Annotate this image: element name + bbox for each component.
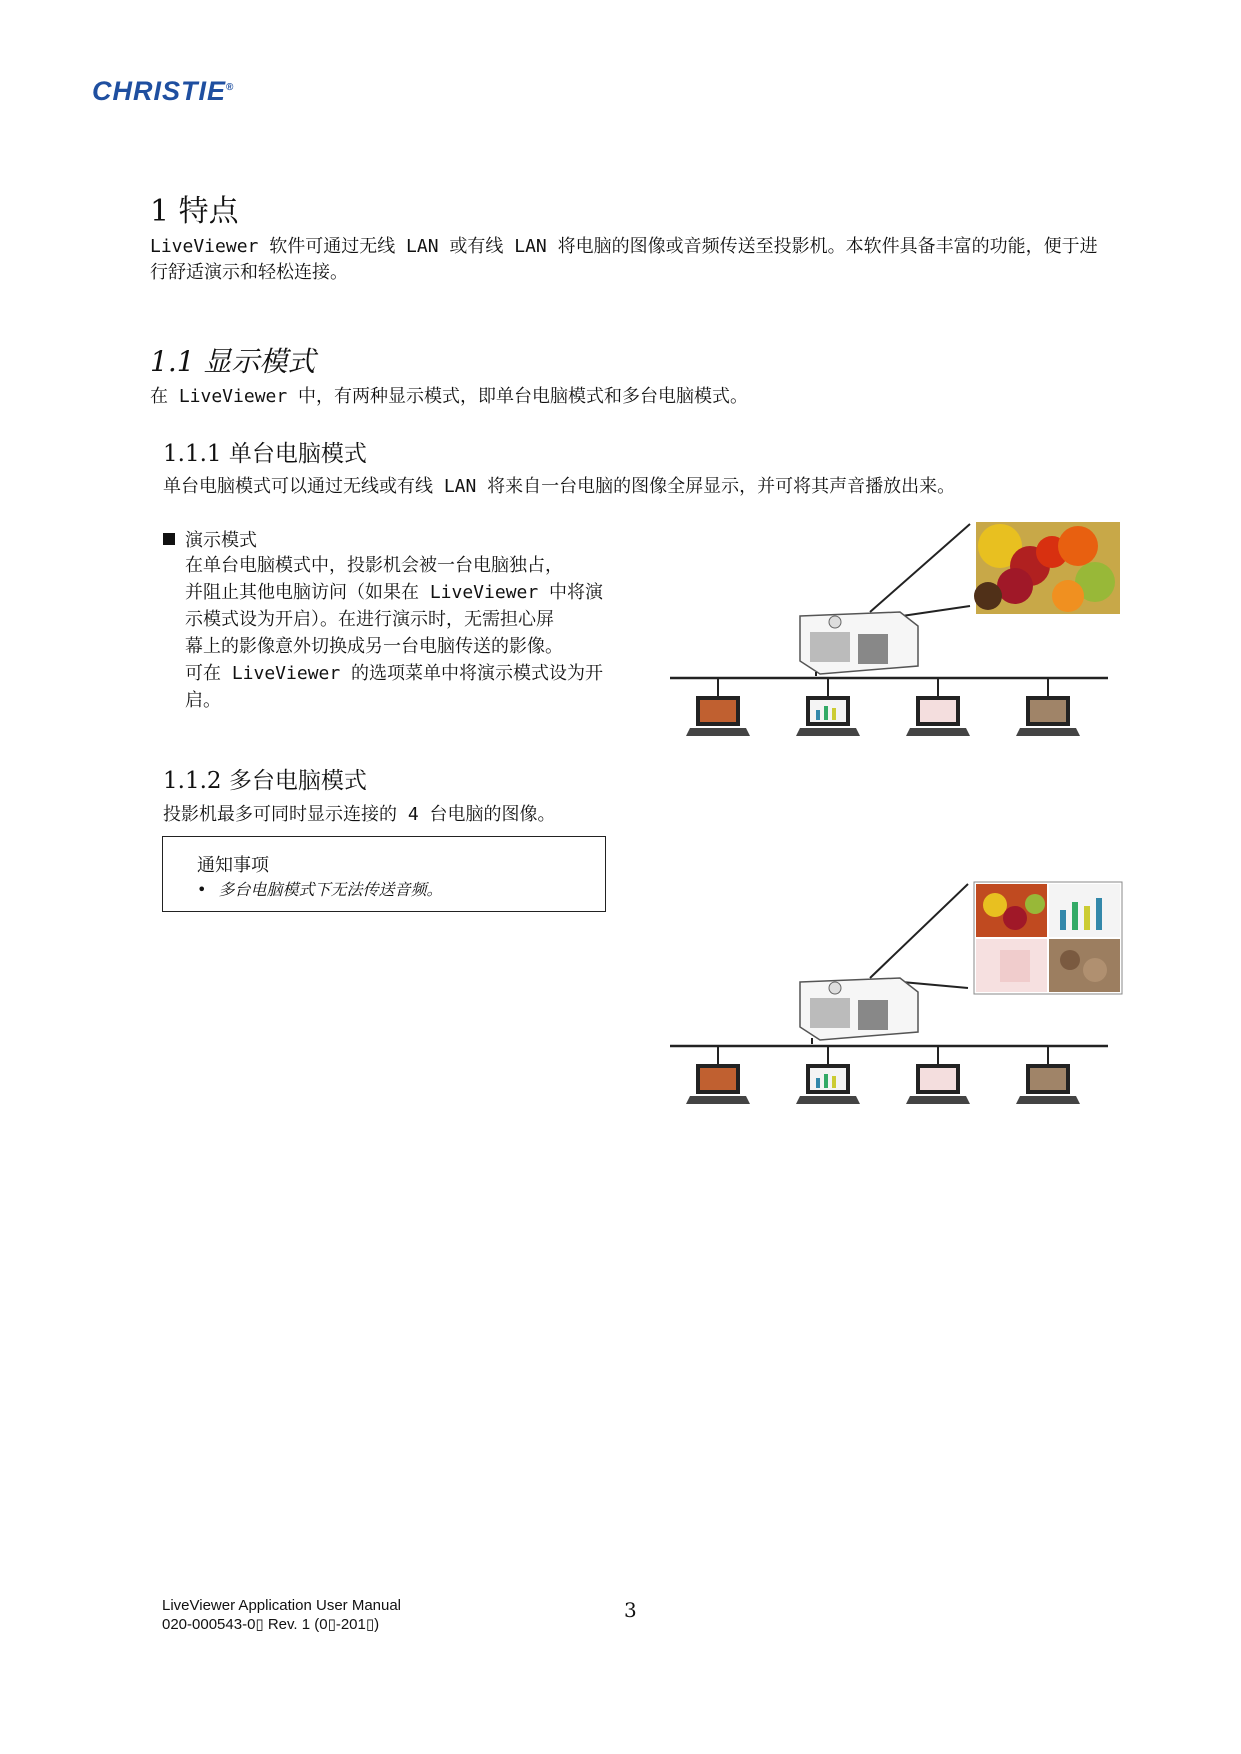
laptop-icon	[796, 696, 860, 736]
laptop-icon	[686, 696, 750, 736]
section-1-1-title: 1.1 显示模式	[150, 345, 316, 378]
projector-icon	[800, 978, 918, 1040]
section-1-1-body: 在 LiveViewer 中，有两种显示模式，即单台电脑模式和多台电脑模式。	[150, 386, 749, 407]
notice-item: • 多台电脑模式下无法传送音频。	[197, 880, 443, 899]
laptop-icon	[906, 696, 970, 736]
projected-quad-image	[974, 882, 1122, 994]
laptop-icon	[1016, 696, 1080, 736]
multi-pc-mode-diagram	[670, 880, 1130, 1130]
christie-logo: CHRISTIE®	[92, 76, 235, 106]
projector-icon	[800, 612, 918, 674]
section-1-1-1-body: 单台电脑模式可以通过无线或有线 LAN 将来自一台电脑的图像全屏显示，并可将其声音播放出来。	[163, 476, 956, 497]
projected-fruit-image	[974, 522, 1120, 614]
notice-title: 通知事项	[197, 855, 269, 876]
laptop-icon	[906, 1064, 970, 1104]
notice-box	[162, 836, 606, 912]
footer-manual-title: LiveViewer Application User Manual	[162, 1597, 402, 1614]
section-1-1-2-title: 1.1.2 多台电脑模式	[163, 768, 367, 794]
single-pc-mode-diagram	[670, 516, 1130, 756]
section-1-title: 1 特点	[150, 194, 239, 229]
laptop-icon	[1016, 1064, 1080, 1104]
footer-doc-info	[162, 1596, 401, 1634]
laptop-icon	[686, 1064, 750, 1104]
demo-mode-heading: 演示模式	[163, 526, 257, 552]
page-number: 3	[624, 1598, 637, 1622]
demo-mode-text: 在单台电脑模式中，投影机会被一台电脑独占， 并阻止其他电脑访问（如果在 LiveViewer 中将演 示模式设为开启）。在进行演示时，无需担心屏 幕上的影像意外切换成另一台电脑传送的影像。 可在 LiveViewer 的选项菜单中将演示模式设为开 启。	[185, 555, 604, 711]
footer-doc-number: 020-000543-0▯ Rev. 1 (0▯-201▯)	[162, 1616, 380, 1633]
section-1-1-1-title: 1.1.1 单台电脑模式	[163, 441, 367, 467]
section-1-body: LiveViewer 软件可通过无线 LAN 或有线 LAN 将电脑的图像或音频传送至投影机。本软件具备丰富的功能，便于进行舒适演示和轻松连接。	[150, 236, 1098, 283]
bullet-dot-icon: •	[197, 880, 207, 899]
laptop-icon	[796, 1064, 860, 1104]
section-1-1-2-body: 投影机最多可同时显示连接的 4 台电脑的图像。	[163, 804, 556, 825]
square-bullet-icon	[163, 533, 175, 545]
